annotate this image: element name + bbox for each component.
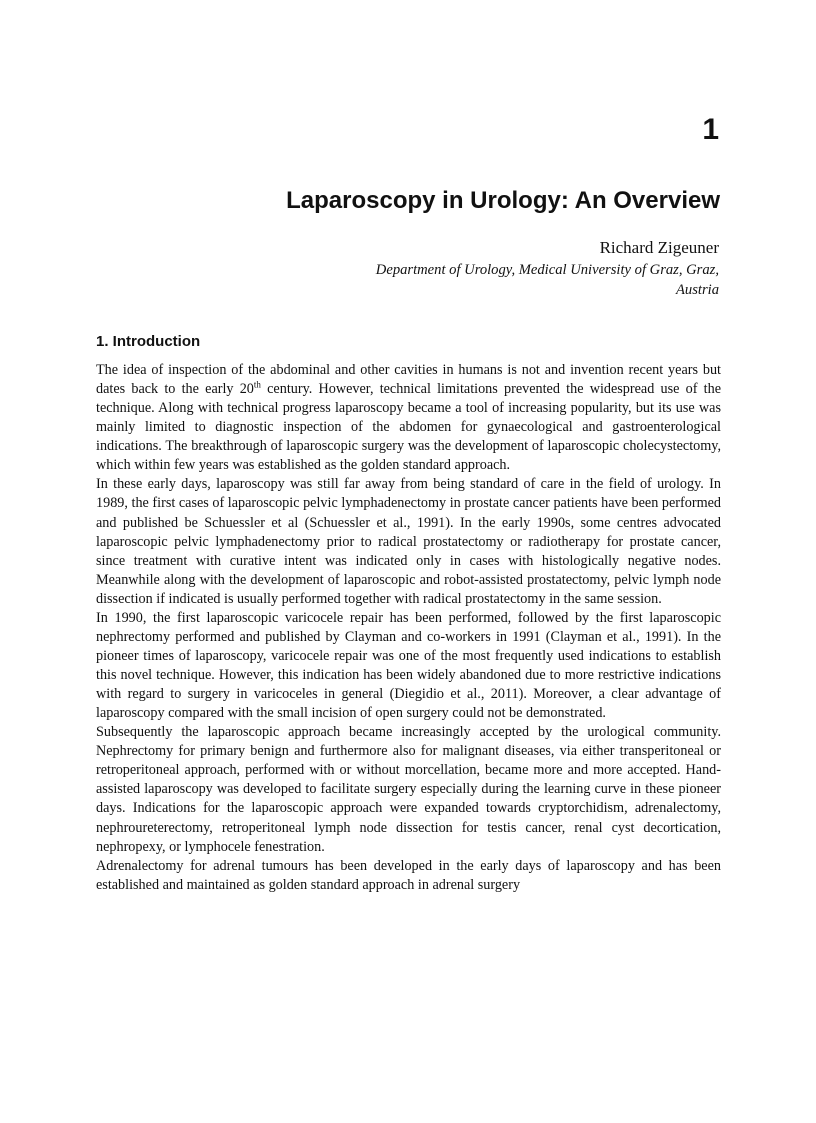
chapter-number: 1: [702, 113, 719, 146]
author-name: Richard Zigeuner: [599, 238, 719, 257]
chapter-title: Laparoscopy in Urology: An Overview: [286, 187, 720, 214]
affiliation-line-1: Department of Urology, Medical University of Graz, Graz,: [375, 262, 719, 278]
paragraph-4: Subsequently the laparoscopic approach became increasingly accepted by the urological community. Nephrectomy for primary benign and furthermore also for malignant diseases, via either transperitoneal or retroperitoneal approach, performed with or without morcellation, became more and more accepted. Hand-assisted laparoscopy was developed to facilitate surgery especially during the learning curve in these pioneer days. Indications for the laparoscopic approach were expanded towards cryptorchidism, adrenalectomy, nephroureterectomy, retroperitoneal lymph node dissection for testis cancer, renal cyst decortication, nephropexy, or lymphocele fenestration.: [96, 724, 721, 855]
paragraph-1-end: century. However, technical limitations prevented the widespread use of the technique. Along with technical progress laparoscopy became a tool of increasing popularity, but its use was mainly limited to diagnostic inspection of the abdomen for gynaecological and gastroenterological indications. The breakthrough of laparoscopic surgery was the development of laparoscopic cholecystectomy, which within few years was established as the golden standard approach.: [96, 381, 721, 474]
author-affiliation: [259, 261, 719, 300]
section-heading: 1. Introduction: [96, 333, 201, 350]
superscript-th: th: [253, 379, 261, 390]
paragraph-1: [96, 361, 721, 475]
paragraph-5: Adrenalectomy for adrenal tumours has been developed in the early days of laparoscopy and has been established and maintained as golden standard approach in adrenal surgery: [96, 857, 721, 893]
body-text: [96, 361, 721, 895]
paragraph-1-start: The idea of inspection of the abdominal and other cavities in humans is not and invention recent years but dates back to the early 20: [96, 362, 721, 398]
paragraph-3: In 1990, the first laparoscopic varicocele repair has been performed, followed by the first laparoscopic nephrectomy performed and published by Clayman and co-workers in 1991 (Clayman et al., 1991). In the pioneer times of laparoscopy, varicocele repair was one of the most frequently used indications to establish this novel technique. However, this indication has been widely abandoned due to more restrictive indications with regard to surgery in varicoceles in general (Diegidio et al., 2011). Moreover, a clear advantage of laparoscopy compared with the small incision of open surgery could not be demonstrated.: [96, 609, 721, 722]
paragraph-2: In these early days, laparoscopy was still far away from being standard of care in the field of urology. In 1989, the first cases of laparoscopic pelvic lymphadenectomy in prostate cancer patients have been performed and published be Schuessler et al (Schuessler et al., 1991). In the early 1990s, some centres advocated laparoscopic pelvic lymphadenectomy prior to radical prostatectomy or radiotherapy for prostate cancer, since treatment with curative intent was indicated only in cases with histologically negative nodes. Meanwhile along with the development of laparoscopic and robot-assisted prostatectomy, pelvic lymph node dissection if indicated is usually performed together with radical prostatectomy in the same session.: [96, 476, 721, 607]
affiliation-line-2: Austria: [676, 281, 719, 298]
